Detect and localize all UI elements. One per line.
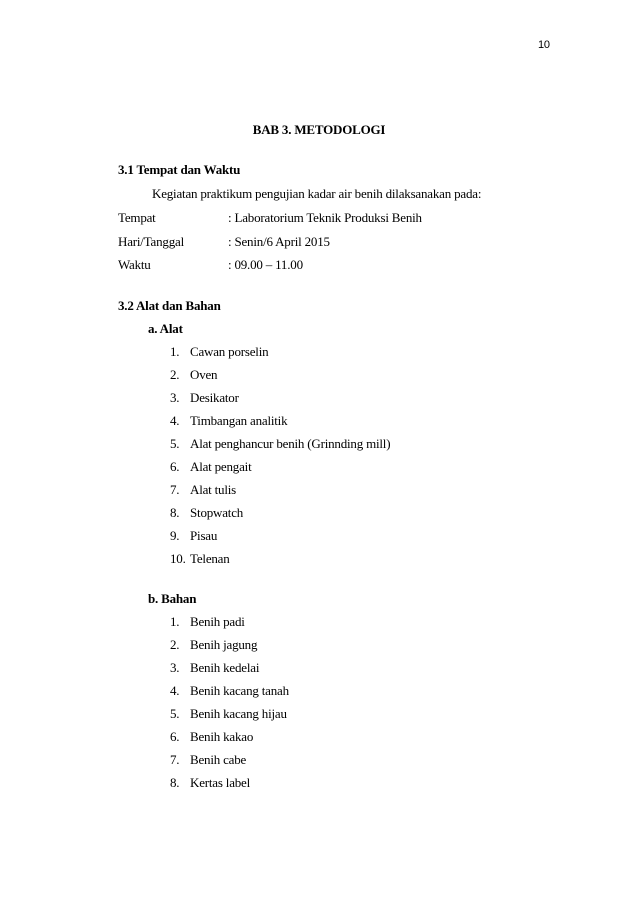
- list-item-number: 8.: [170, 505, 180, 520]
- list-item-number: 7.: [170, 482, 180, 497]
- list-item-number: 2.: [170, 367, 180, 382]
- list-item: Telenan: [190, 551, 230, 566]
- list-item: Benih kedelai: [190, 660, 260, 675]
- list-item-number: 6.: [170, 729, 180, 744]
- info-label-hari-tanggal: Hari/Tanggal: [118, 234, 184, 249]
- list-item: Alat penghancur benih (Grinnding mill): [190, 436, 391, 451]
- list-item-number: 3.: [170, 660, 180, 675]
- list-item-number: 1.: [170, 344, 180, 359]
- list-item-number: 4.: [170, 413, 180, 428]
- info-value-hari-tanggal: : Senin/6 April 2015: [228, 234, 330, 249]
- list-item: Benih kakao: [190, 729, 254, 744]
- list-item: Pisau: [190, 528, 218, 543]
- list-item: Stopwatch: [190, 505, 244, 520]
- section-heading-alat-bahan: 3.2 Alat dan Bahan: [118, 298, 221, 313]
- list-item-number: 6.: [170, 459, 180, 474]
- list-item-number: 4.: [170, 683, 180, 698]
- list-item: Benih kacang tanah: [190, 683, 289, 698]
- list-item-number: 10.: [170, 551, 186, 566]
- list-item-number: 9.: [170, 528, 180, 543]
- page-number: 10: [538, 39, 550, 51]
- list-item-number: 3.: [170, 390, 180, 405]
- list-item: Desikator: [190, 390, 239, 405]
- list-item-number: 1.: [170, 614, 180, 629]
- list-item: Benih jagung: [190, 637, 258, 652]
- list-item: Alat pengait: [190, 459, 252, 474]
- list-item: Timbangan analitik: [190, 413, 288, 428]
- chapter-title: BAB 3. METODOLOGI: [252, 122, 386, 137]
- list-item: Benih cabe: [190, 752, 247, 767]
- list-item-number: 2.: [170, 637, 180, 652]
- list-item: Cawan porselin: [190, 344, 269, 359]
- info-value-waktu: : 09.00 – 11.00: [228, 257, 303, 272]
- list-item-number: 5.: [170, 436, 180, 451]
- sub-heading-alat: a. Alat: [148, 321, 183, 336]
- list-item: Benih kacang hijau: [190, 706, 287, 721]
- list-item: Oven: [190, 367, 218, 382]
- list-item: Benih padi: [190, 614, 245, 629]
- info-value-tempat: : Laboratorium Teknik Produksi Benih: [228, 210, 422, 225]
- info-label-tempat: Tempat: [118, 210, 156, 225]
- list-item-number: 5.: [170, 706, 180, 721]
- list-item: Kertas label: [190, 775, 251, 790]
- list-item: Alat tulis: [190, 482, 237, 497]
- sub-heading-bahan: b. Bahan: [148, 591, 197, 606]
- section-heading-tempat-waktu: 3.1 Tempat dan Waktu: [118, 162, 241, 177]
- info-label-waktu: Waktu: [118, 257, 151, 272]
- list-item-number: 8.: [170, 775, 180, 790]
- intro-paragraph: Kegiatan praktikum pengujian kadar air benih dilaksanakan pada:: [152, 186, 482, 201]
- list-item-number: 7.: [170, 752, 180, 767]
